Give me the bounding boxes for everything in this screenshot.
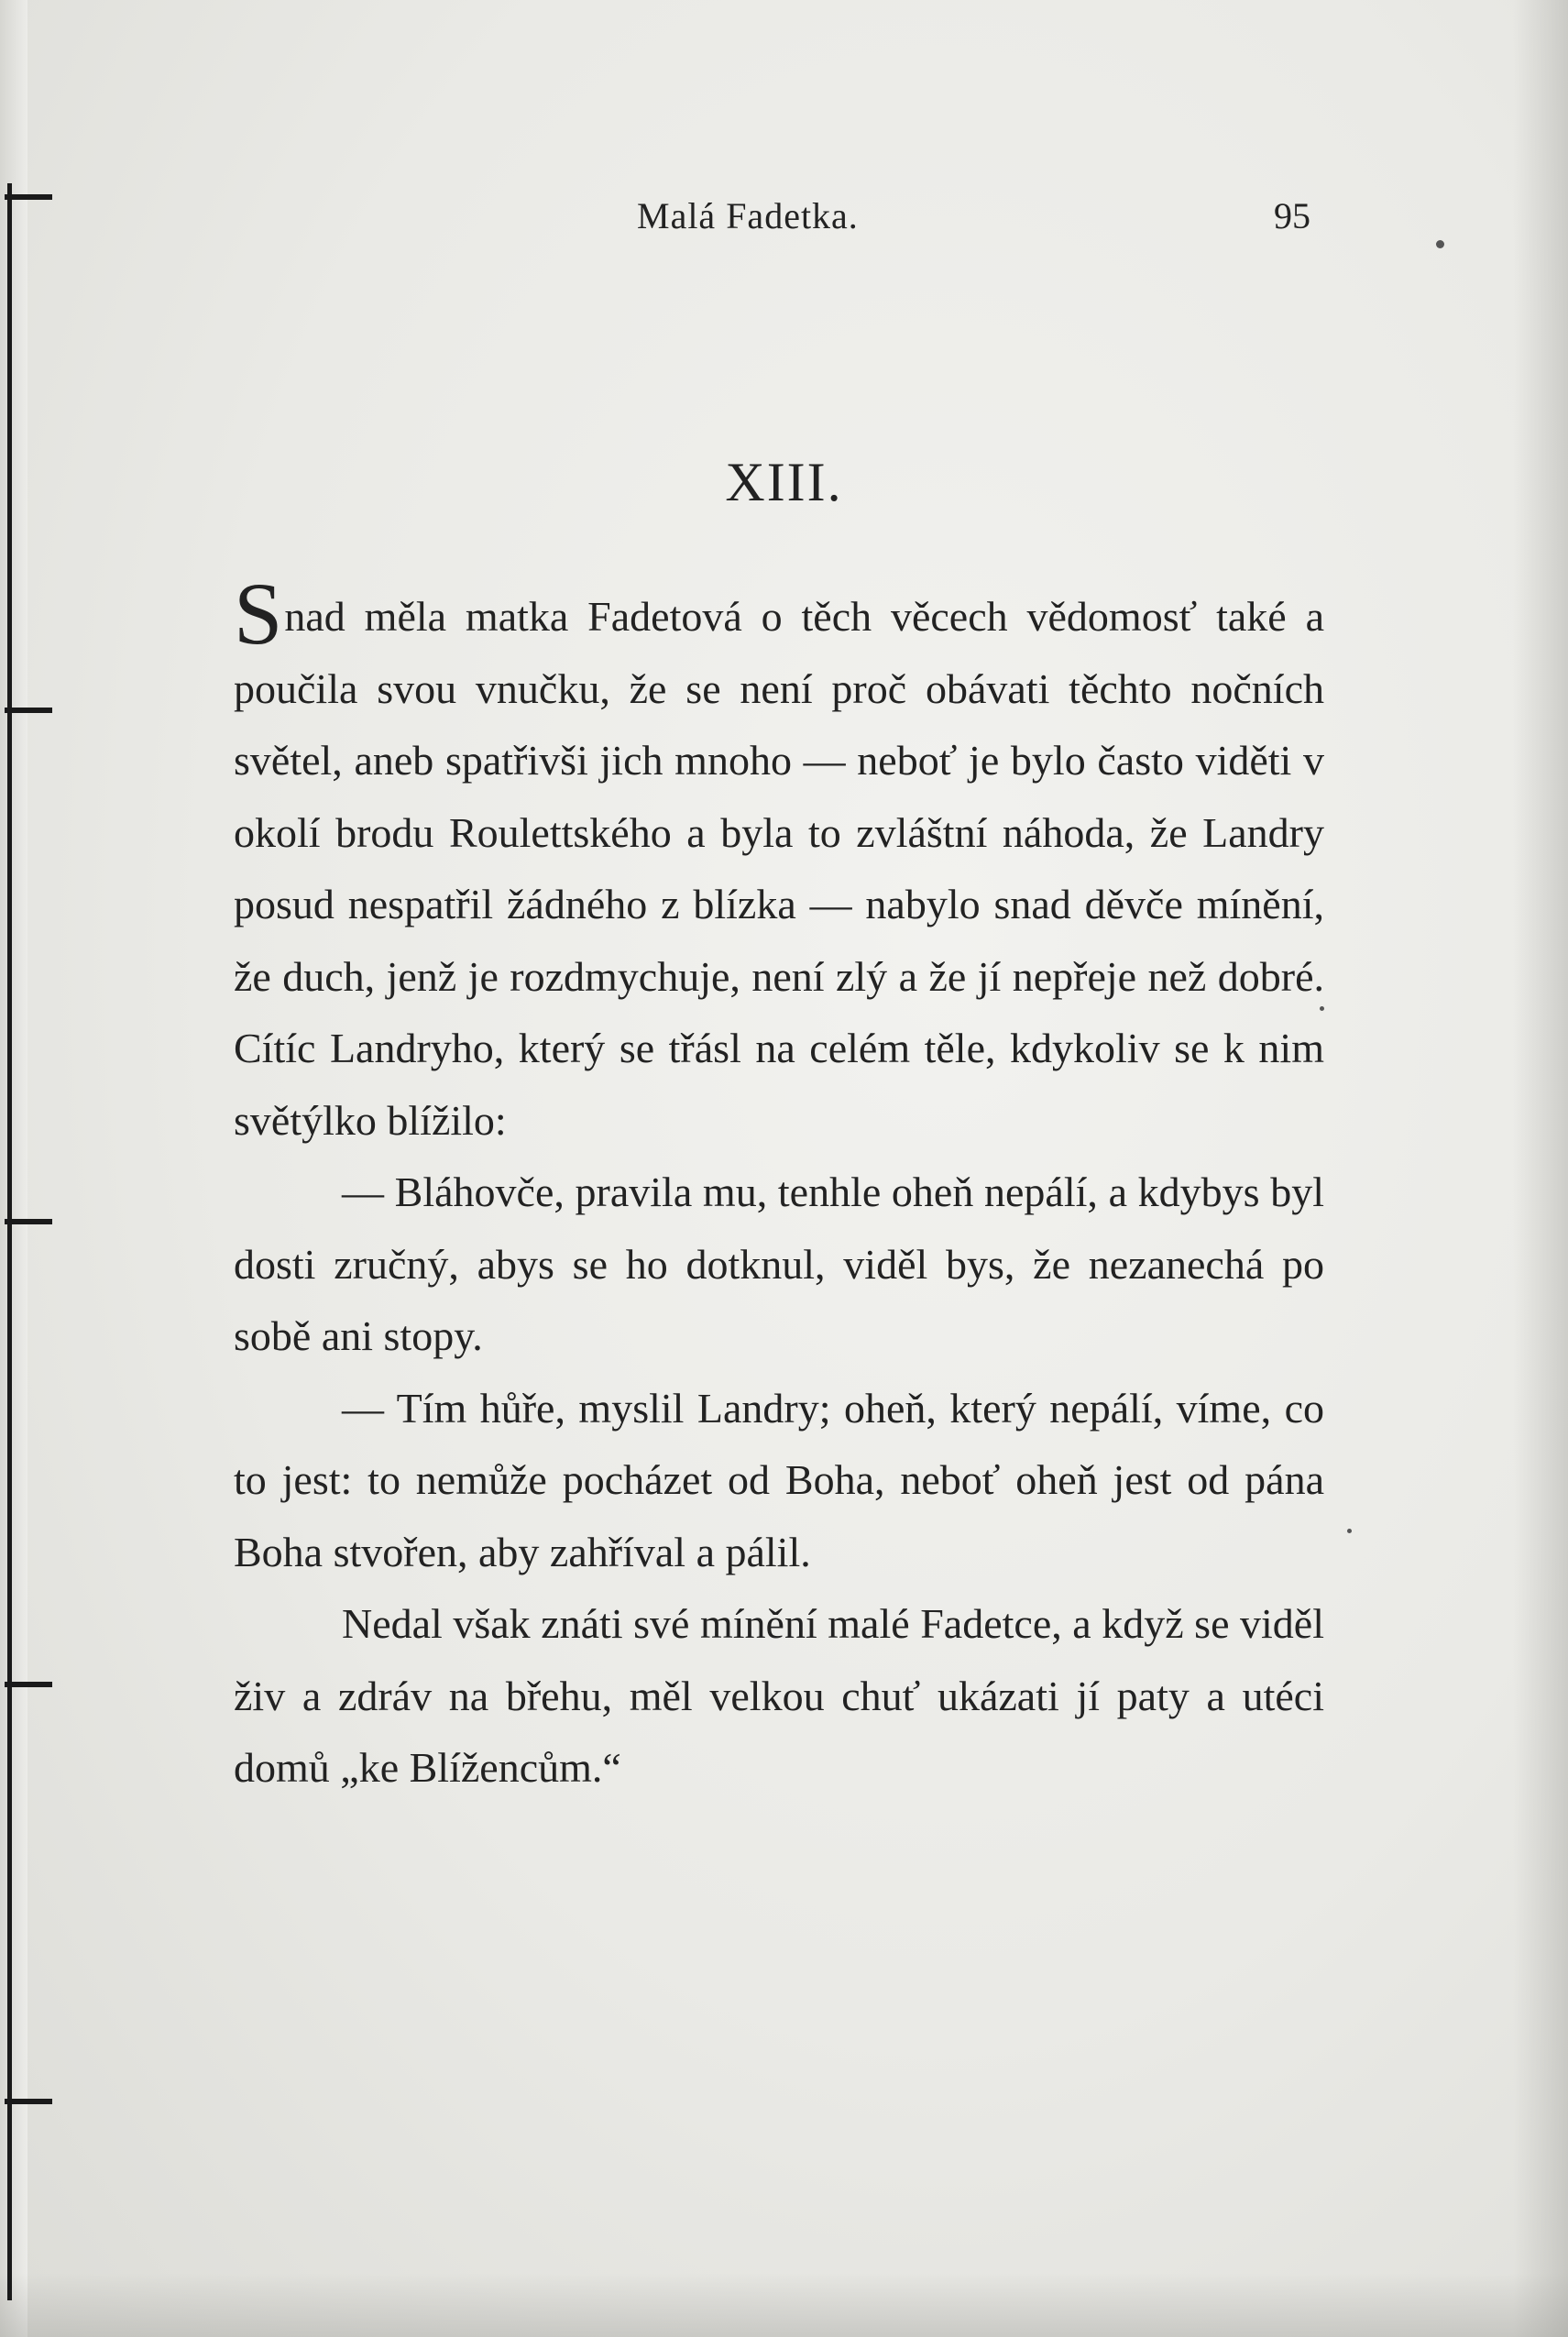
- paragraph-text: nad měla matka Fadetová o těch věcech vědomosť také a poučila svou vnučku, že se není proč obávati těchto nočních světel, aneb spatřivši jich mnoho — neboť je bylo často viděti v okolí brodu Roulettského a byla to zvláštní náhoda, že Landry posud nespatřil žádného z blízka — nabylo snad děvče mínění, že duch, jenž je rozdmychuje, není zlý a že jí nepřeje než dobré. Cítíc Landryho, který se třásl na celém těle, kdykoliv se k nim světýlko blížilo:: [234, 593, 1324, 1144]
- paragraph: [234, 565, 1324, 1157]
- binding-tick: [5, 194, 52, 200]
- drop-cap: S: [234, 565, 283, 663]
- paragraph: Nedal však znáti své mínění malé Fadetce, a když se viděl živ a zdráv na břehu, měl velkou chuť ukázati jí paty a utéci domů „ke Blížencům.“: [234, 1600, 1324, 1791]
- binding-tick: [5, 2099, 52, 2104]
- binding-tick: [5, 1219, 52, 1224]
- binding-tick: [5, 1682, 52, 1687]
- running-header: [229, 194, 1310, 249]
- paper-speck: [1436, 240, 1444, 248]
- body-text: [234, 565, 1324, 1805]
- page-bottom-shadow: [0, 2273, 1568, 2337]
- page-left-shadow: [0, 0, 27, 2337]
- page-right-shadow: [1513, 0, 1568, 2337]
- page-number: 95: [1274, 195, 1310, 236]
- paragraph: — Bláhovče, pravila mu, tenhle oheň nepálí, a kdybys byl dosti zručný, abys se ho dotknul, viděl bys, že nezanechá po sobě ani stopy.: [234, 1168, 1324, 1359]
- chapter-heading: XIII.: [725, 452, 843, 512]
- paragraph: — Tím hůře, myslil Landry; oheň, který nepálí, víme, co to jest: to nemůže pocházet od Boha, neboť oheň jest od pána Boha stvořen, aby zahříval a pálil.: [234, 1384, 1324, 1575]
- running-title: Malá Fadetka.: [637, 195, 859, 236]
- binding-tick: [5, 708, 52, 713]
- paper-speck: [1347, 1529, 1352, 1533]
